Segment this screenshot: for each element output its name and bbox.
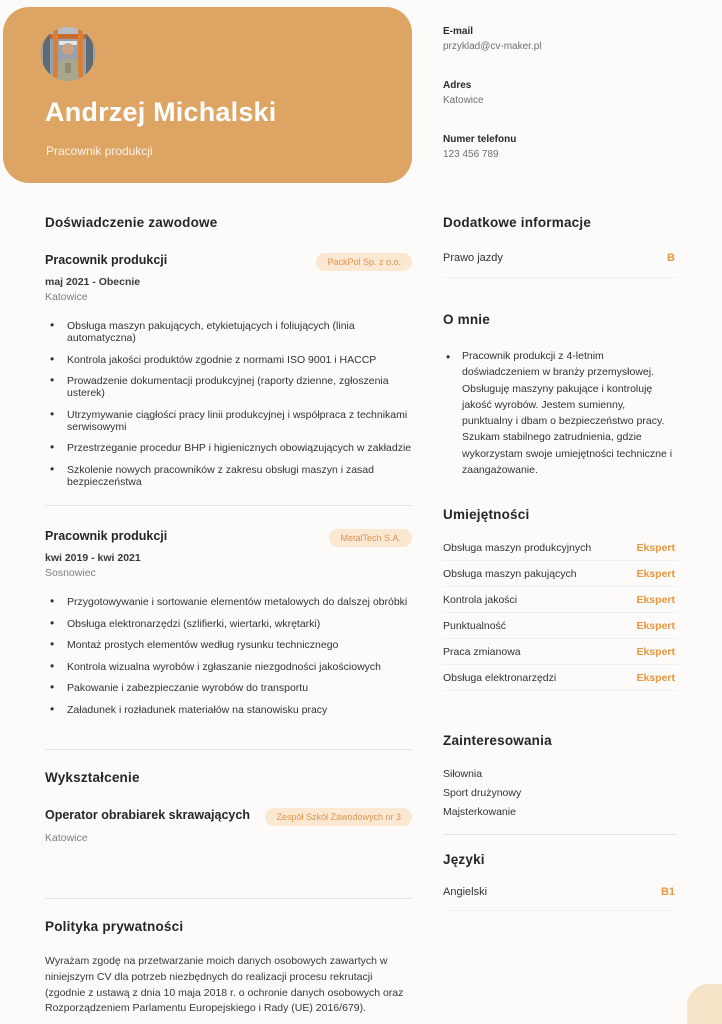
- interest-item: Siłownia: [443, 768, 483, 781]
- left-column: [45, 215, 412, 1017]
- job-entry: [45, 529, 412, 716]
- interest-item: Majsterkowanie: [443, 806, 516, 819]
- job-duty: • Utrzymywanie ciągłości pracy linii produkcyjnej i współpraca z technikami serwisowymi: [45, 409, 412, 433]
- job-location: Katowice: [45, 291, 88, 303]
- skill-name: Obsługa maszyn pakujących: [443, 567, 577, 580]
- profile-photo-image: [41, 27, 95, 81]
- phone-label: Numer telefonu: [443, 134, 517, 145]
- interest-item: Sport drużynowy: [443, 787, 522, 800]
- job-duties-list: [45, 320, 412, 488]
- profile-photo: [41, 27, 95, 81]
- job-entry-header: [45, 529, 412, 547]
- section-divider: [443, 834, 677, 835]
- experience-section-title: Doświadczenie zawodowe: [45, 215, 218, 230]
- education-location: Katowice: [45, 832, 88, 844]
- education-section-title: Wykształcenie: [45, 770, 140, 785]
- email-label: E-mail: [443, 26, 474, 37]
- job-role: Pracownik produkcji: [45, 529, 168, 544]
- job-duty: • Obsługa elektronarzędzi (szlifierki, wiertarki, wkrętarki): [45, 618, 412, 630]
- section-divider: [45, 749, 412, 750]
- contact-email: [443, 26, 683, 52]
- about-section: [443, 312, 677, 478]
- education-section: [45, 770, 412, 844]
- languages-section-title: Języki: [443, 852, 485, 868]
- education-entry-header: [45, 808, 412, 826]
- language-level: B1: [660, 886, 675, 899]
- privacy-section-title: Polityka prywatności: [45, 919, 184, 934]
- additional-info-section-title: Dodatkowe informacje: [443, 215, 592, 230]
- languages-section: [443, 852, 677, 911]
- additional-info-row: [443, 252, 677, 278]
- skill-name: Praca zmianowa: [443, 645, 521, 658]
- job-duty: • Kontrola wizualna wyrobów i zgłaszanie niezgodności jakościowych: [45, 661, 412, 673]
- privacy-section: [45, 919, 412, 1017]
- contact-block: [443, 26, 683, 188]
- skill-level: Ekspert: [636, 567, 675, 580]
- job-location: Sosnowiec: [45, 567, 96, 580]
- about-statement: • Pracownik produkcji z 4-letnim doświadczeniem w branży przemysłowej. Obsługuję maszyny pakujące i kontroluję jakość wyrobów. Jestem sumienny, punktualny i dbam o bezpieczeństwo pracy. Szukam stabilnego zatrudnienia, gdzie wykorzystam swoje umiejętności techniczne i zaangażowanie.: [443, 348, 677, 478]
- email-value: przyklad@cv-maker.pl: [443, 41, 542, 52]
- job-duty: • Przygotowywanie i sortowanie elementów metalowych do dalszej obróbki: [45, 596, 412, 608]
- job-duty: • Przestrzeganie procedur BHP i higienicznych obowiązujących w zakładzie: [45, 442, 412, 454]
- corner-accent-shape: [687, 984, 722, 1024]
- job-duty: • Pakowanie i zabezpieczanie wyrobów do transportu: [45, 682, 412, 694]
- candidate-name: Andrzej Michalski: [45, 97, 277, 127]
- job-role: Pracownik produkcji: [45, 253, 168, 267]
- school-badge: Zespół Szkół Zawodowych nr 3: [265, 808, 412, 826]
- right-column: [443, 215, 677, 911]
- contact-phone: [443, 134, 683, 160]
- language-name: Angielski: [443, 886, 488, 899]
- job-entry: [45, 253, 412, 488]
- section-divider: [45, 505, 412, 506]
- contact-address: [443, 80, 683, 106]
- language-row: [443, 886, 677, 911]
- skill-level: Ekspert: [636, 541, 675, 554]
- skill-name: Punktualność: [443, 619, 507, 632]
- driving-license-value: B: [667, 252, 675, 264]
- privacy-statement: Wyrażam zgodę na przetwarzanie moich danych osobowych zawartych w niniejszym CV dla potrzeb niezbędnych do realizacji procesu rekrutacji (zgodnie z ustawą z dnia 10 maja 2018 r. o ochronie danych osobowych oraz Rozporządzeniem Parlamentu Europejskiego i Rady (UE) 2016/679).: [45, 955, 404, 1015]
- skill-level: Ekspert: [636, 671, 675, 684]
- job-duty: • Montaż prostych elementów według rysunku technicznego: [45, 639, 412, 651]
- skill-row: [443, 665, 677, 691]
- skills-section: [443, 507, 677, 691]
- company-badge: PackPol Sp. z o.o.: [316, 253, 412, 271]
- about-section-title: O mnie: [443, 312, 490, 327]
- skill-level: Ekspert: [636, 593, 675, 606]
- company-badge: MetalTech S.A.: [329, 529, 412, 547]
- interests-section-title: Zainteresowania: [443, 733, 552, 749]
- job-duty: • Załadunek i rozładunek materiałów na stanowisku pracy: [45, 704, 412, 716]
- address-label: Adres: [443, 80, 472, 91]
- job-duty: • Kontrola jakości produktów zgodnie z normami ISO 9001 i HACCP: [45, 354, 412, 366]
- skill-name: Obsługa maszyn produkcyjnych: [443, 541, 592, 554]
- interests-section: [443, 733, 677, 818]
- about-list: [443, 348, 677, 478]
- skill-row: [443, 535, 677, 561]
- phone-value: 123 456 789: [443, 149, 499, 160]
- job-dates: kwi 2019 - kwi 2021: [45, 552, 141, 565]
- job-duty: • Prowadzenie dokumentacji produkcyjnej (raporty dzienne, zgłoszenia usterek): [45, 375, 412, 399]
- education-entry: [45, 808, 412, 844]
- skill-row: [443, 561, 677, 587]
- skills-list: [443, 535, 677, 691]
- header-card: [3, 7, 412, 183]
- job-duty: • Obsługa maszyn pakujących, etykietujących i foliujących (linia automatyczna): [45, 320, 412, 344]
- section-divider: [45, 898, 412, 899]
- job-duty: • Szkolenie nowych pracowników z zakresu obsługi maszyn i zasad bezpieczeństwa: [45, 464, 412, 488]
- job-dates: maj 2021 - Obecnie: [45, 276, 141, 288]
- skill-row: [443, 613, 677, 639]
- driving-license-label: Prawo jazdy: [443, 252, 503, 264]
- skill-level: Ekspert: [636, 645, 675, 658]
- skill-name: Kontrola jakości: [443, 593, 518, 606]
- skill-name: Obsługa elektronarzędzi: [443, 671, 557, 684]
- candidate-job-title: Pracownik produkcji: [46, 144, 153, 158]
- skill-level: Ekspert: [636, 619, 675, 632]
- education-degree: Operator obrabiarek skrawających: [45, 808, 250, 822]
- job-entry-header: [45, 253, 412, 271]
- address-value: Katowice: [443, 95, 484, 106]
- skill-row: [443, 587, 677, 613]
- skills-section-title: Umiejętności: [443, 507, 530, 523]
- skill-row: [443, 639, 677, 665]
- job-duties-list: [45, 596, 412, 716]
- interests-list: [443, 768, 677, 818]
